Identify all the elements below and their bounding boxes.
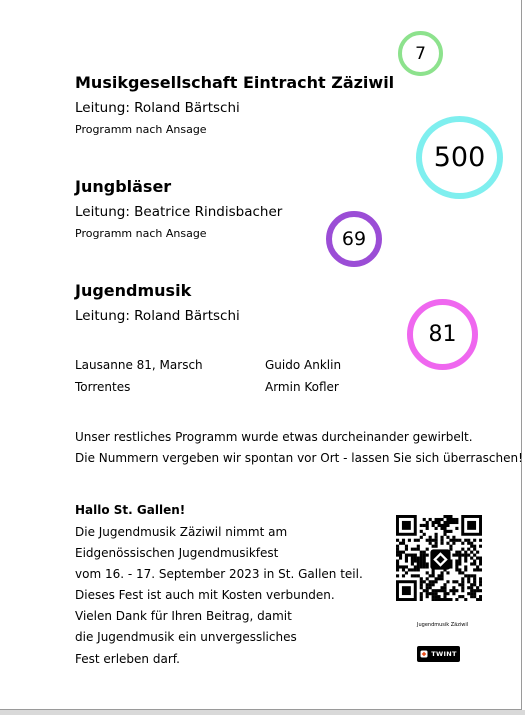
notice-line: Die Nummern vergeben wir spontan vor Ort - lassen Sie sich überraschen! [75, 451, 523, 465]
twint-logo-icon [420, 650, 428, 658]
qr-caption: Jugendmusik Zäziwil [417, 622, 469, 628]
piece-composer: Guido Anklin [265, 358, 342, 372]
group-note-musikgesellschaft: Programm nach Ansage [75, 123, 207, 136]
number-badge-value: 7 [415, 43, 426, 64]
number-badge-7 [398, 31, 443, 76]
appeal-line: Fest erleben darf. [75, 652, 180, 666]
number-badge-value: 69 [341, 228, 367, 250]
piece-composer: Armin Kofler [265, 380, 339, 394]
appeal-line: die Jugendmusik ein unvergessliches [75, 630, 297, 644]
appeal-heading: Hallo St. Gallen! [75, 503, 186, 517]
number-badge-69 [326, 211, 382, 267]
twint-label: TWINT [431, 650, 457, 658]
group-title-musikgesellschaft: Musikgesellschaft Eintracht Zäziwil [75, 73, 395, 92]
number-badge-value: 81 [428, 322, 457, 347]
group-leader-jungblaeser: Leitung: Beatrice Rindisbacher [75, 204, 283, 220]
appeal-line: Vielen Dank für Ihren Beitrag, damit [75, 609, 292, 623]
appeal-line: Eidgenössischen Jugendmusikfest [75, 546, 279, 560]
notice-line: Unser restliches Programm wurde etwas durcheinander gewirbelt. [75, 430, 473, 444]
appeal-line: Dieses Fest ist auch mit Kosten verbunden. [75, 588, 335, 602]
piece-title: Torrentes [75, 380, 131, 394]
group-title-jugendmusik: Jugendmusik [75, 281, 192, 300]
number-badge-500 [416, 116, 503, 199]
group-leader-musikgesellschaft: Leitung: Roland Bärtschi [75, 100, 240, 116]
group-leader-jugendmusik: Leitung: Roland Bärtschi [75, 308, 240, 324]
number-badge-81 [407, 299, 478, 370]
number-badge-value: 500 [433, 142, 486, 173]
appeal-line: vom 16. - 17. September 2023 in St. Gallen teil. [75, 567, 363, 581]
appeal-line: Die Jugendmusik Zäziwil nimmt am [75, 525, 288, 539]
twint-badge[interactable] [417, 646, 460, 662]
piece-title: Lausanne 81, Marsch [75, 358, 203, 372]
page-shadow [0, 710, 525, 715]
group-title-jungblaeser: Jungbläser [75, 177, 172, 196]
group-note-jungblaeser: Programm nach Ansage [75, 227, 207, 240]
qr-code-icon[interactable] [396, 515, 482, 601]
